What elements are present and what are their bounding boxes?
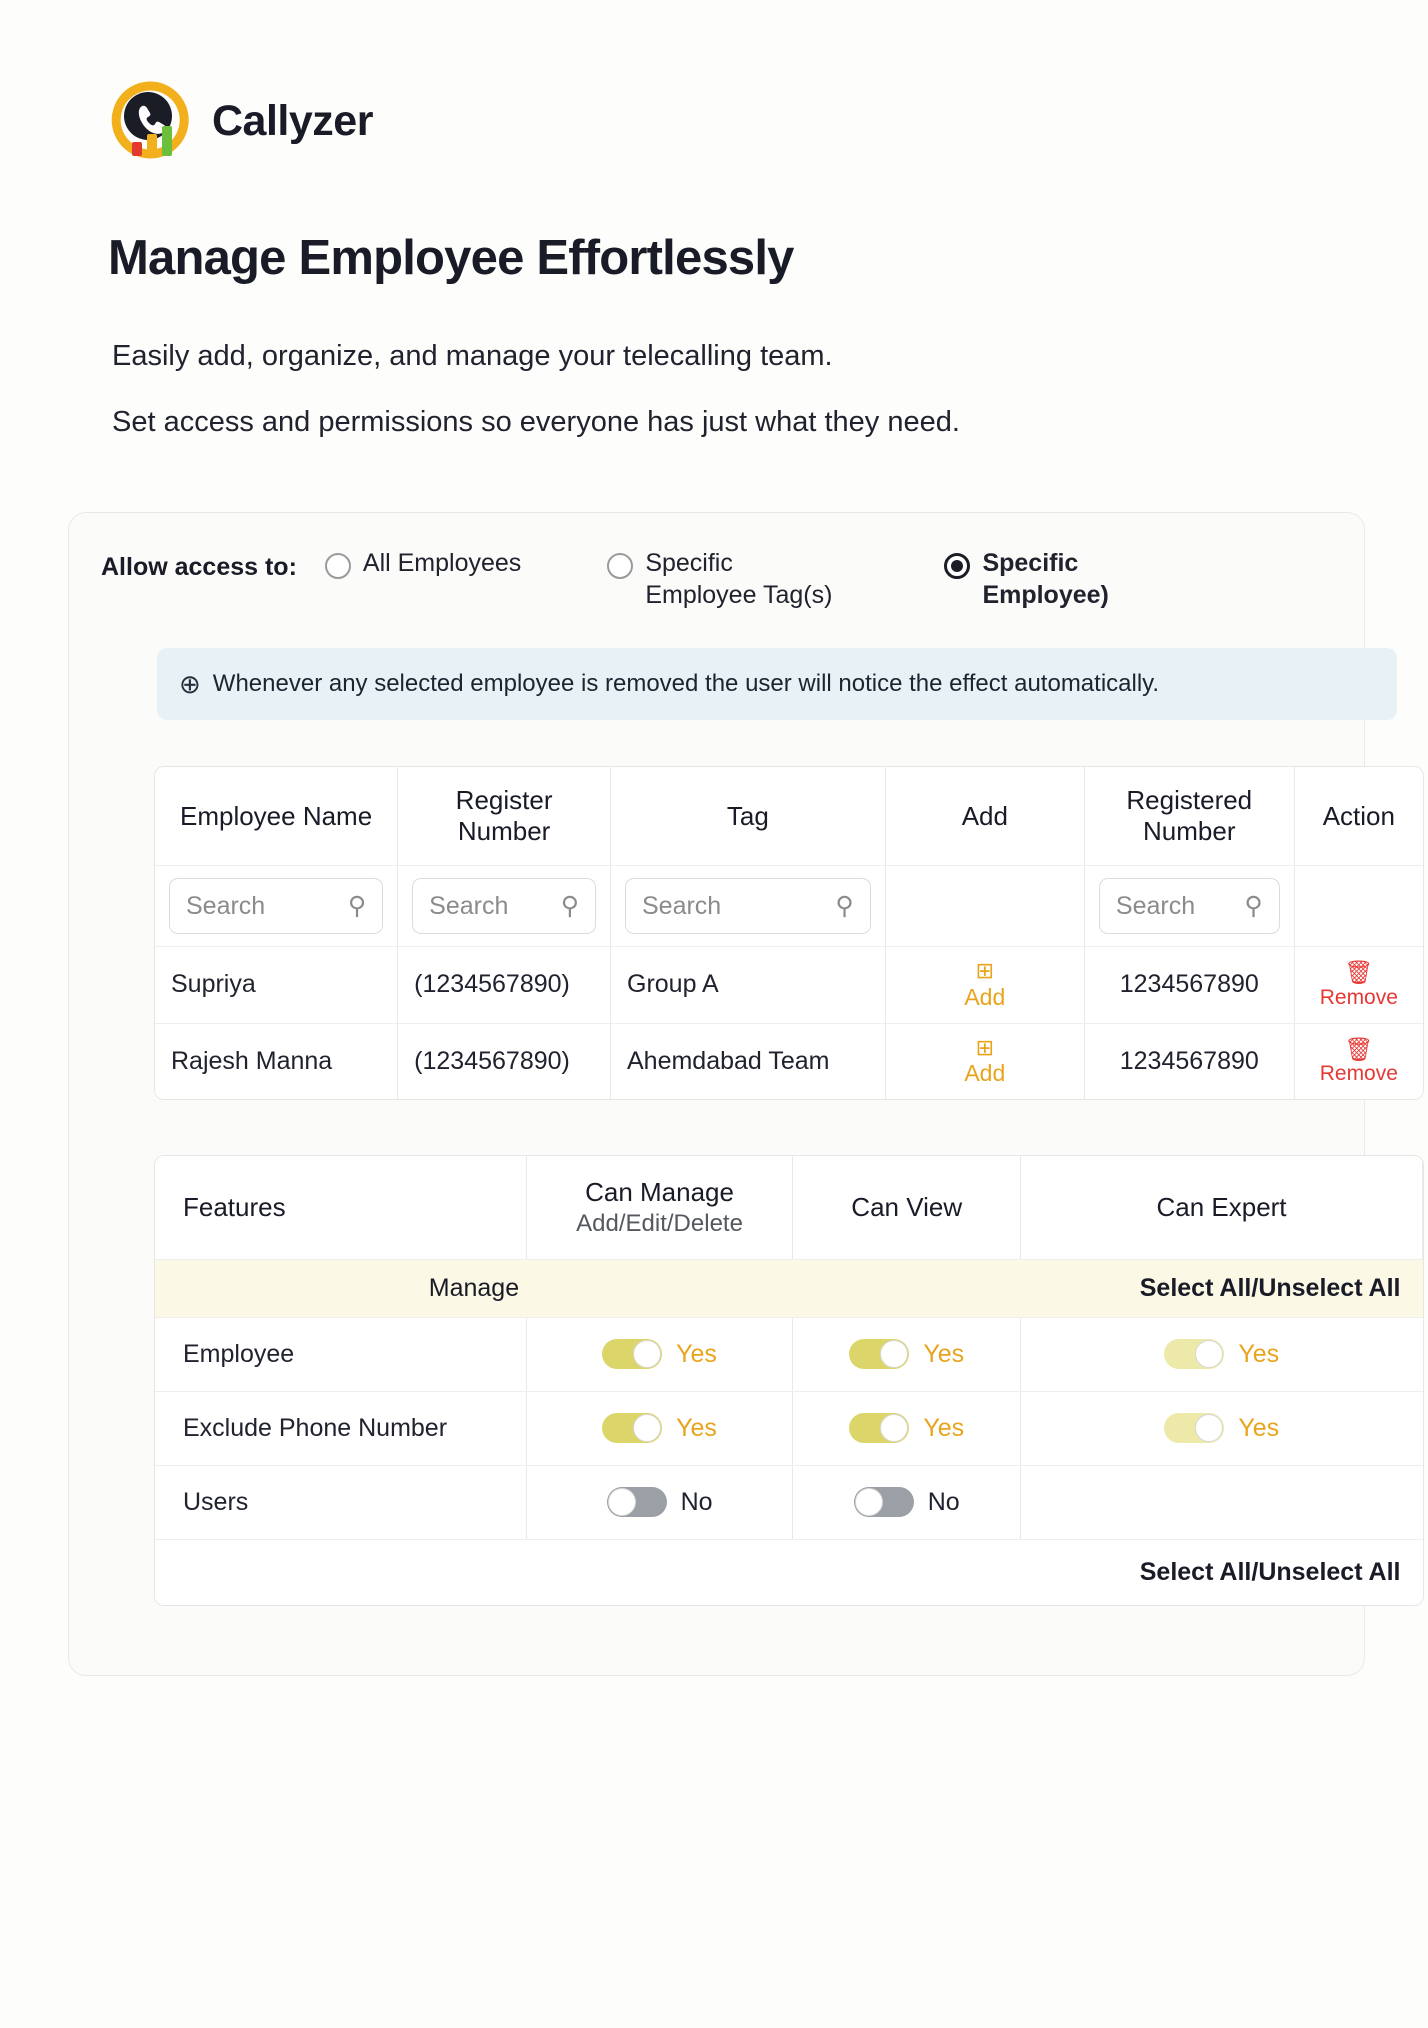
toggle-can-expert[interactable] (1164, 1413, 1224, 1443)
brand-logo (108, 78, 373, 164)
access-scope-row (101, 547, 1331, 611)
radio-label-specific-employee-line2: Employee) (982, 581, 1109, 609)
toggle-can-view[interactable] (849, 1339, 909, 1369)
radio-option-specific-employee[interactable] (944, 547, 1108, 611)
search-cell-employee-name[interactable] (155, 866, 398, 947)
search-cell-tag[interactable] (611, 866, 886, 947)
column-can-manage-sub: Add/Edit/Delete (576, 1209, 743, 1237)
radio-label-all-employees: All Employees (362, 549, 522, 577)
search-placeholder-registered-number: Search (1115, 891, 1196, 920)
search-placeholder-register-number: Search (429, 891, 509, 920)
column-can-view: Can View (793, 1156, 1021, 1259)
radio-option-all-employees[interactable] (325, 547, 521, 579)
toggle-can-manage[interactable] (602, 1413, 662, 1443)
employee-table-header (155, 767, 1423, 866)
column-employee-name: Employee Name (155, 767, 398, 866)
search-input-employee-name[interactable] (169, 878, 383, 934)
trash-icon: 🗑 (1344, 1035, 1374, 1062)
toggle-cell-can-manage[interactable] (526, 1465, 793, 1539)
toggle-label-can-view: Yes (923, 1339, 965, 1368)
toggle-can-manage[interactable] (607, 1487, 667, 1517)
column-tag: Tag (611, 767, 886, 866)
toggle-can-view[interactable] (849, 1413, 909, 1443)
search-cell-action-empty (1294, 866, 1423, 947)
add-button-label: Add (964, 983, 1006, 1010)
cell-employee-name: Rajesh Manna (155, 1023, 398, 1099)
page-subtitle-1: Easily add, organize, and manage your telecalling team. (112, 340, 833, 372)
cell-registered-number: 1234567890 (1084, 1023, 1294, 1099)
toggle-cell-can-expert-empty (1021, 1465, 1423, 1539)
toggle-can-view[interactable] (854, 1487, 914, 1517)
phone-logo-icon (108, 78, 194, 164)
remove-button[interactable] (1294, 1023, 1423, 1099)
cell-register-number: (1234567890) (398, 1023, 611, 1099)
radio-label-specific-tags-line2: Employee Tag(s) (645, 581, 833, 609)
toggle-label-can-manage: Yes (676, 1339, 717, 1368)
toggle-label-can-view: Yes (923, 1413, 965, 1442)
radio-icon-specific-tags[interactable] (607, 553, 633, 579)
search-cell-add-empty (885, 866, 1084, 947)
toggle-cell-can-view[interactable] (793, 1391, 1021, 1465)
toggle-cell-can-expert[interactable] (1021, 1391, 1423, 1465)
search-icon[interactable]: ⚲ (560, 892, 579, 921)
column-action: Action (1294, 767, 1423, 866)
search-placeholder-employee-name: Search (186, 891, 266, 920)
table-row (155, 1391, 1423, 1465)
page-title: Manage Employee Effortlessly (108, 231, 794, 285)
cell-tag: Group A (611, 947, 886, 1023)
feature-name: Users (155, 1465, 526, 1539)
cell-register-number: (1234567890) (398, 947, 611, 1023)
radio-icon-specific-employee[interactable] (944, 553, 970, 579)
add-button[interactable] (885, 1023, 1084, 1099)
column-can-manage-label: Can Manage (585, 1177, 734, 1207)
select-all-top[interactable]: Select All/Unselect All (793, 1259, 1423, 1317)
toggle-can-manage[interactable] (602, 1339, 662, 1369)
cell-registered-number: 1234567890 (1084, 947, 1294, 1023)
column-features: Features (155, 1156, 526, 1259)
remove-button[interactable] (1294, 947, 1423, 1023)
select-all-bottom[interactable]: Select All/Unselect All (155, 1539, 1423, 1605)
search-cell-registered-number[interactable] (1084, 866, 1294, 947)
toggle-label-can-manage: No (680, 1487, 713, 1516)
feature-name: Exclude Phone Number (155, 1391, 526, 1465)
toggle-label-can-view: No (927, 1487, 960, 1516)
page-subtitle-2: Set access and permissions so everyone has just what they need. (112, 406, 960, 438)
search-cell-register-number[interactable] (398, 866, 611, 947)
remove-button-label: Remove (1319, 985, 1398, 1009)
toggle-can-expert[interactable] (1164, 1339, 1224, 1369)
feature-name: Employee (155, 1317, 526, 1391)
table-row (155, 1465, 1423, 1539)
employee-search-row (155, 866, 1423, 947)
toggle-cell-can-manage[interactable] (526, 1391, 793, 1465)
select-all-footer-row (155, 1539, 1423, 1605)
employee-table (154, 766, 1424, 1100)
toggle-cell-can-view[interactable] (793, 1317, 1021, 1391)
add-button[interactable] (885, 947, 1084, 1023)
radio-option-specific-tags[interactable] (607, 547, 832, 611)
search-input-tag[interactable] (625, 878, 871, 934)
info-notice (157, 648, 1397, 720)
table-row (155, 1023, 1423, 1099)
search-input-registered-number[interactable] (1099, 878, 1280, 934)
manage-section-row (155, 1259, 1423, 1317)
search-icon[interactable]: ⚲ (835, 892, 854, 921)
toggle-label-can-expert: Yes (1238, 1339, 1280, 1368)
toggle-cell-can-view[interactable] (793, 1465, 1021, 1539)
access-scope-label: Allow access to: (101, 553, 297, 581)
remove-button-label: Remove (1319, 1061, 1398, 1085)
column-register-number: Register Number (398, 767, 611, 866)
brand-name: Callyzer (212, 96, 373, 145)
search-icon[interactable]: ⚲ (347, 892, 367, 921)
info-notice-text: Whenever any selected employee is removed the user will notice the effect automatically. (212, 670, 1160, 697)
cell-employee-name: Supriya (155, 947, 398, 1023)
search-input-register-number[interactable] (412, 878, 596, 934)
trash-icon: 🗑 (1344, 959, 1374, 986)
radio-icon-all-employees[interactable] (325, 553, 351, 579)
info-circle-icon: ⊕ (179, 668, 201, 699)
search-placeholder-tag: Search (642, 891, 722, 920)
radio-label-specific-employee-line1: Specific (982, 549, 1079, 577)
add-plus-icon: ⊞ (975, 958, 995, 984)
toggle-cell-can-manage[interactable] (526, 1317, 793, 1391)
table-row (155, 1317, 1423, 1391)
search-icon[interactable]: ⚲ (1244, 892, 1263, 921)
column-can-manage (526, 1156, 793, 1259)
column-registered-number: Registered Number (1084, 767, 1294, 866)
features-permissions-table (154, 1155, 1424, 1606)
table-row (155, 947, 1423, 1023)
radio-label-specific-tags-line1: Specific (645, 549, 733, 577)
permissions-card (68, 512, 1401, 1676)
manage-section-label: Manage (155, 1259, 793, 1317)
column-add: Add (885, 767, 1084, 866)
toggle-cell-can-expert[interactable] (1021, 1317, 1423, 1391)
cell-tag: Ahemdabad Team (611, 1023, 886, 1099)
add-plus-icon: ⊞ (975, 1034, 995, 1060)
toggle-label-can-expert: Yes (1238, 1413, 1280, 1442)
add-button-label: Add (964, 1059, 1006, 1086)
features-table-header (155, 1156, 1423, 1259)
column-can-expert: Can Expert (1021, 1156, 1423, 1259)
toggle-label-can-manage: Yes (676, 1413, 717, 1442)
